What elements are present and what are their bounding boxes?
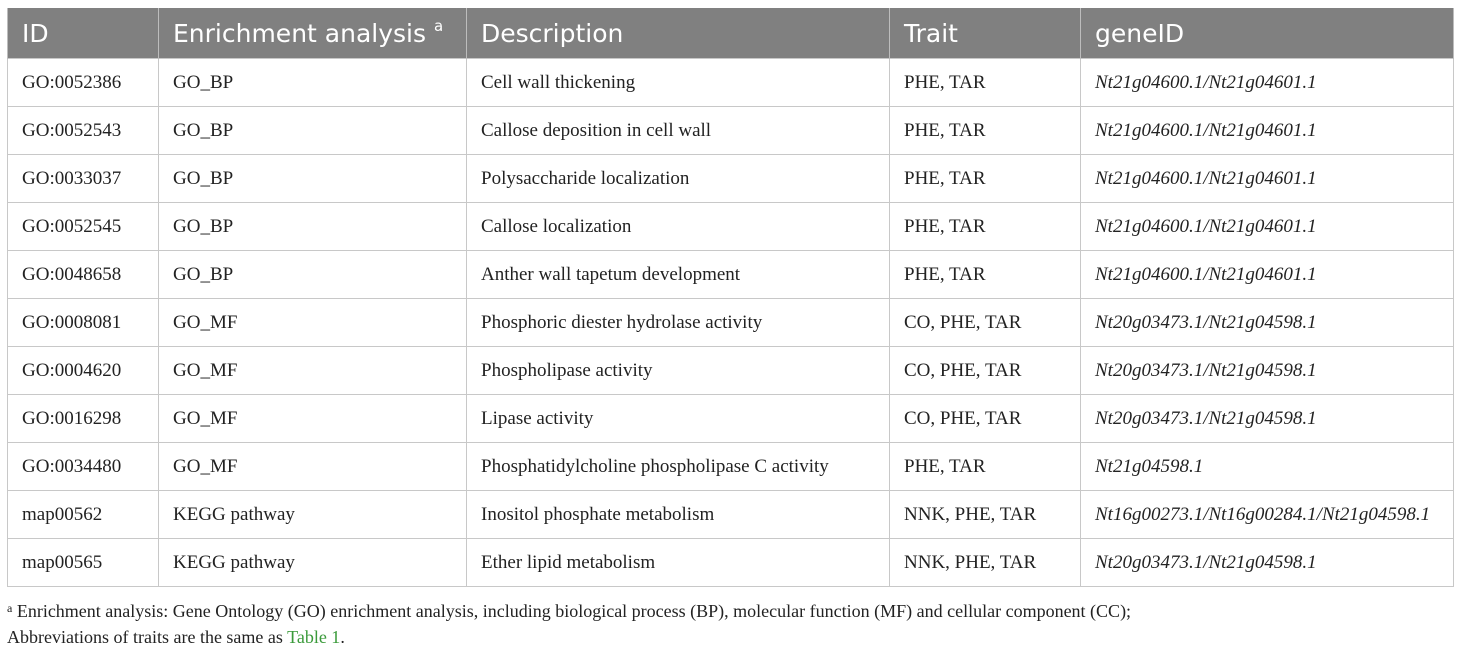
table-row: [8, 443, 1454, 491]
table-row: [8, 347, 1454, 395]
table-row: [8, 491, 1454, 539]
cell-geneid: Nt20g03473.1/Nt21g04598.1: [1081, 347, 1454, 395]
cell-geneid: Nt20g03473.1/Nt21g04598.1: [1081, 395, 1454, 443]
cell-id: GO:0004620: [8, 347, 159, 395]
cell-geneid: Nt20g03473.1/Nt21g04598.1: [1081, 539, 1454, 587]
cell-trait: PHE, TAR: [890, 107, 1081, 155]
cell-enrichment: KEGG pathway: [159, 539, 467, 587]
header-geneid-label: geneID: [1095, 18, 1185, 48]
cell-id: GO:0052386: [8, 59, 159, 107]
cell-enrichment: GO_MF: [159, 395, 467, 443]
cell-description: Lipase activity: [467, 395, 890, 443]
footnote-line-1: [7, 598, 1131, 624]
cell-trait: CO, PHE, TAR: [890, 395, 1081, 443]
cell-geneid: Nt21g04600.1/Nt21g04601.1: [1081, 107, 1454, 155]
cell-trait: NNK, PHE, TAR: [890, 491, 1081, 539]
cell-enrichment: GO_MF: [159, 443, 467, 491]
cell-id: GO:0034480: [8, 443, 159, 491]
header-enrichment-footnote-marker: a: [433, 16, 444, 35]
table-header: [8, 8, 1454, 59]
table-row: [8, 59, 1454, 107]
cell-description: Callose localization: [467, 203, 890, 251]
cell-description: Polysaccharide localization: [467, 155, 890, 203]
cell-description: Ether lipid metabolism: [467, 539, 890, 587]
cell-enrichment: GO_MF: [159, 347, 467, 395]
footnote-text-1: Enrichment analysis: Gene Ontology (GO) enrichment analysis, including biological process (BP), molecular function (MF) and cellular component (CC);: [12, 601, 1132, 621]
header-trait: [890, 8, 1081, 59]
cell-geneid: Nt21g04598.1: [1081, 443, 1454, 491]
cell-trait: CO, PHE, TAR: [890, 347, 1081, 395]
cell-description: Phosphatidylcholine phospholipase C activity: [467, 443, 890, 491]
cell-description: Phospholipase activity: [467, 347, 890, 395]
cell-geneid: Nt20g03473.1/Nt21g04598.1: [1081, 299, 1454, 347]
cell-enrichment: GO_BP: [159, 203, 467, 251]
table-row: [8, 107, 1454, 155]
header-id: [8, 8, 159, 59]
cell-trait: PHE, TAR: [890, 251, 1081, 299]
enrichment-table: [7, 8, 1454, 587]
table-row: [8, 299, 1454, 347]
cell-enrichment: GO_BP: [159, 107, 467, 155]
table-body: [8, 59, 1454, 587]
header-geneid: [1081, 8, 1454, 59]
cell-id: GO:0052543: [8, 107, 159, 155]
cell-id: map00562: [8, 491, 159, 539]
cell-enrichment: GO_BP: [159, 155, 467, 203]
cell-id: GO:0008081: [8, 299, 159, 347]
footnote-text-2: Abbreviations of traits are the same as: [7, 627, 288, 647]
cell-id: GO:0052545: [8, 203, 159, 251]
cell-enrichment: GO_BP: [159, 251, 467, 299]
header-description: [467, 8, 890, 59]
cell-trait: CO, PHE, TAR: [890, 299, 1081, 347]
cell-enrichment: GO_MF: [159, 299, 467, 347]
header-enrichment-analysis: [159, 8, 467, 59]
cell-geneid: Nt21g04600.1/Nt21g04601.1: [1081, 203, 1454, 251]
table-row: [8, 251, 1454, 299]
cell-description: Phosphoric diester hydrolase activity: [467, 299, 890, 347]
cell-trait: PHE, TAR: [890, 155, 1081, 203]
cell-enrichment: KEGG pathway: [159, 491, 467, 539]
cell-trait: NNK, PHE, TAR: [890, 539, 1081, 587]
cell-geneid: Nt16g00273.1/Nt16g00284.1/Nt21g04598.1: [1081, 491, 1454, 539]
cell-id: GO:0048658: [8, 251, 159, 299]
table-1-link[interactable]: Table 1: [287, 627, 341, 647]
table-row: [8, 395, 1454, 443]
cell-geneid: Nt21g04600.1/Nt21g04601.1: [1081, 59, 1454, 107]
cell-description: Anther wall tapetum development: [467, 251, 890, 299]
cell-geneid: Nt21g04600.1/Nt21g04601.1: [1081, 251, 1454, 299]
header-trait-label: Trait: [904, 18, 958, 48]
cell-trait: PHE, TAR: [890, 443, 1081, 491]
cell-id: GO:0033037: [8, 155, 159, 203]
cell-trait: PHE, TAR: [890, 59, 1081, 107]
cell-geneid: Nt21g04600.1/Nt21g04601.1: [1081, 155, 1454, 203]
header-description-label: Description: [481, 18, 624, 48]
cell-enrichment: GO_BP: [159, 59, 467, 107]
cell-description: Cell wall thickening: [467, 59, 890, 107]
cell-trait: PHE, TAR: [890, 203, 1081, 251]
footnote-marker: a: [7, 601, 13, 615]
table-row: [8, 539, 1454, 587]
table-row: [8, 155, 1454, 203]
footnote-text-2-end: .: [340, 627, 345, 647]
enrichment-table-container: [7, 8, 1453, 587]
footnote-line-2: [7, 624, 1131, 650]
header-enrichment-label: Enrichment analysis: [173, 18, 427, 48]
cell-description: Inositol phosphate metabolism: [467, 491, 890, 539]
table-footnote: [7, 598, 1131, 650]
header-id-label: ID: [22, 18, 49, 48]
table-row: [8, 203, 1454, 251]
cell-description: Callose deposition in cell wall: [467, 107, 890, 155]
cell-id: GO:0016298: [8, 395, 159, 443]
cell-id: map00565: [8, 539, 159, 587]
header-row: [8, 8, 1454, 59]
